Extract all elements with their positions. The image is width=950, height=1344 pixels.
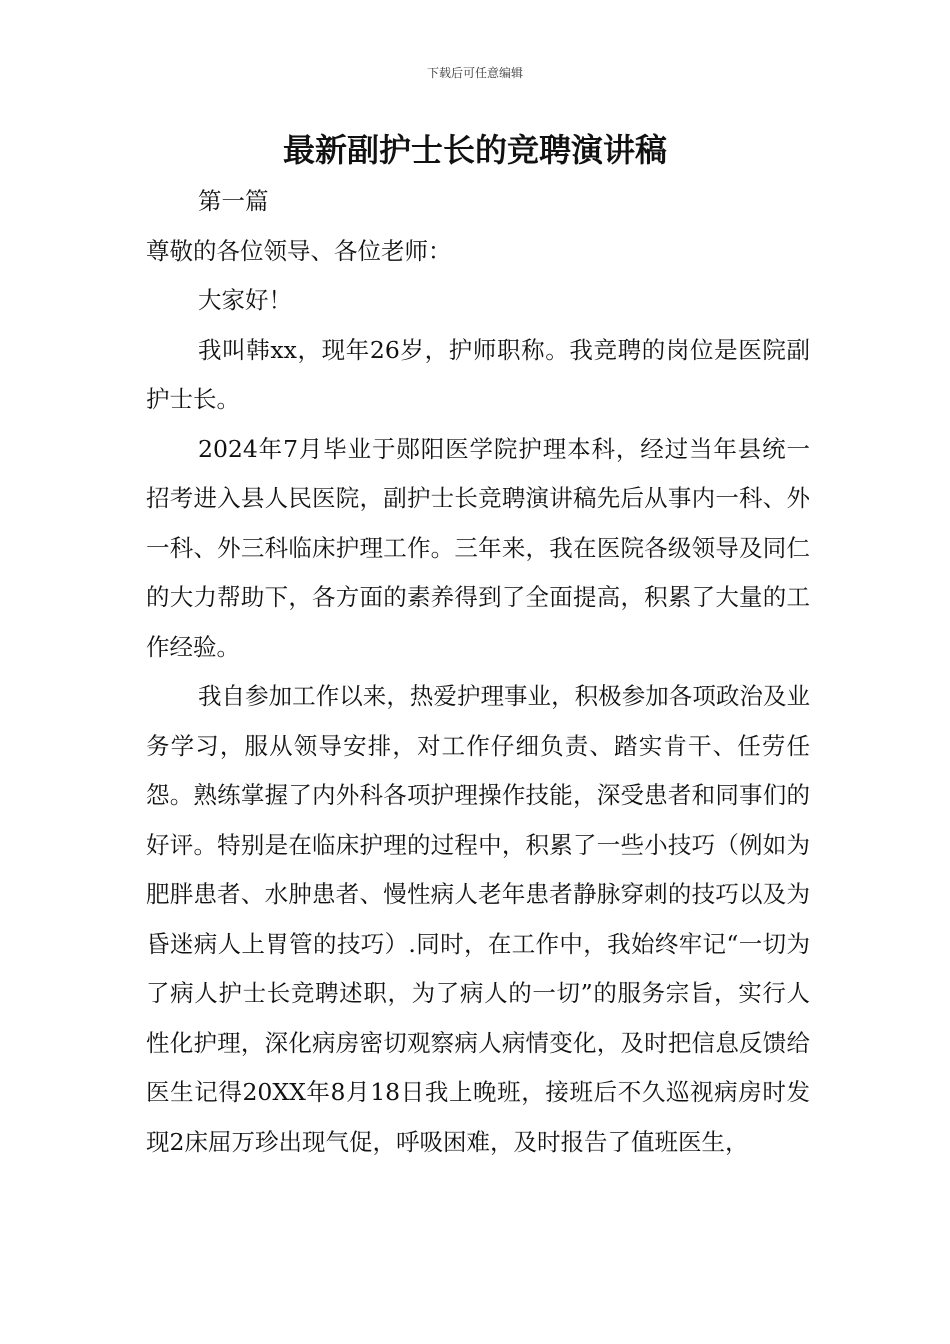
paragraph-work: 我自参加工作以来，热爱护理事业，积极参加各项政治及业务学习，服从领导安排，对工作仔细负责、踏实肯干、任劳任怨。熟练掌握了内外科各项护理操作技能，深受患者和同事们的好评。特别是在临床护理的过程中，积累了一些小技巧（例如为肥胖患者、水肿患者、慢性病人老年患者静脉穿刺的技巧以及为昏迷病人上胃管的技巧）.同时，在工作中，我始终牢记“一切为了病人护士长竞聘述职，为了病人的一切”的服务宗旨，实行人性化护理，深化病房密切观察病人病情变化，及时把信息反馈给医生记得20XX年8月18日我上晚班，接班后不久巡视病房时发现2床屈万珍出现气促，呼吸困难，及时报告了值班医生， [146,682,810,1156]
header-note: 下载后可任意编辑 [426,66,523,80]
paragraph-intro: 我叫韩xx，现年26岁，护师职称。我竞聘的岗位是医院副护士长。 [146,335,810,413]
salutation: 尊敬的各位领导、各位老师： [146,236,452,265]
document-body [146,177,810,1167]
section-label: 第一篇 [198,187,269,215]
paragraph-education: 2024年7月毕业于郧阳医学院护理本科，经过当年县统一招考进入县人民医院，副护士长竞聘演讲稿先后从事内一科、外一科、外三科临床护理工作。三年来，我在医院各级领导及同仁的大力帮助下，各方面的素养得到了全面提高，积累了大量的工作经验。 [146,434,810,661]
greeting: 大家好！ [198,286,292,314]
document-title: 最新副护士长的竞聘演讲稿 [282,131,667,169]
